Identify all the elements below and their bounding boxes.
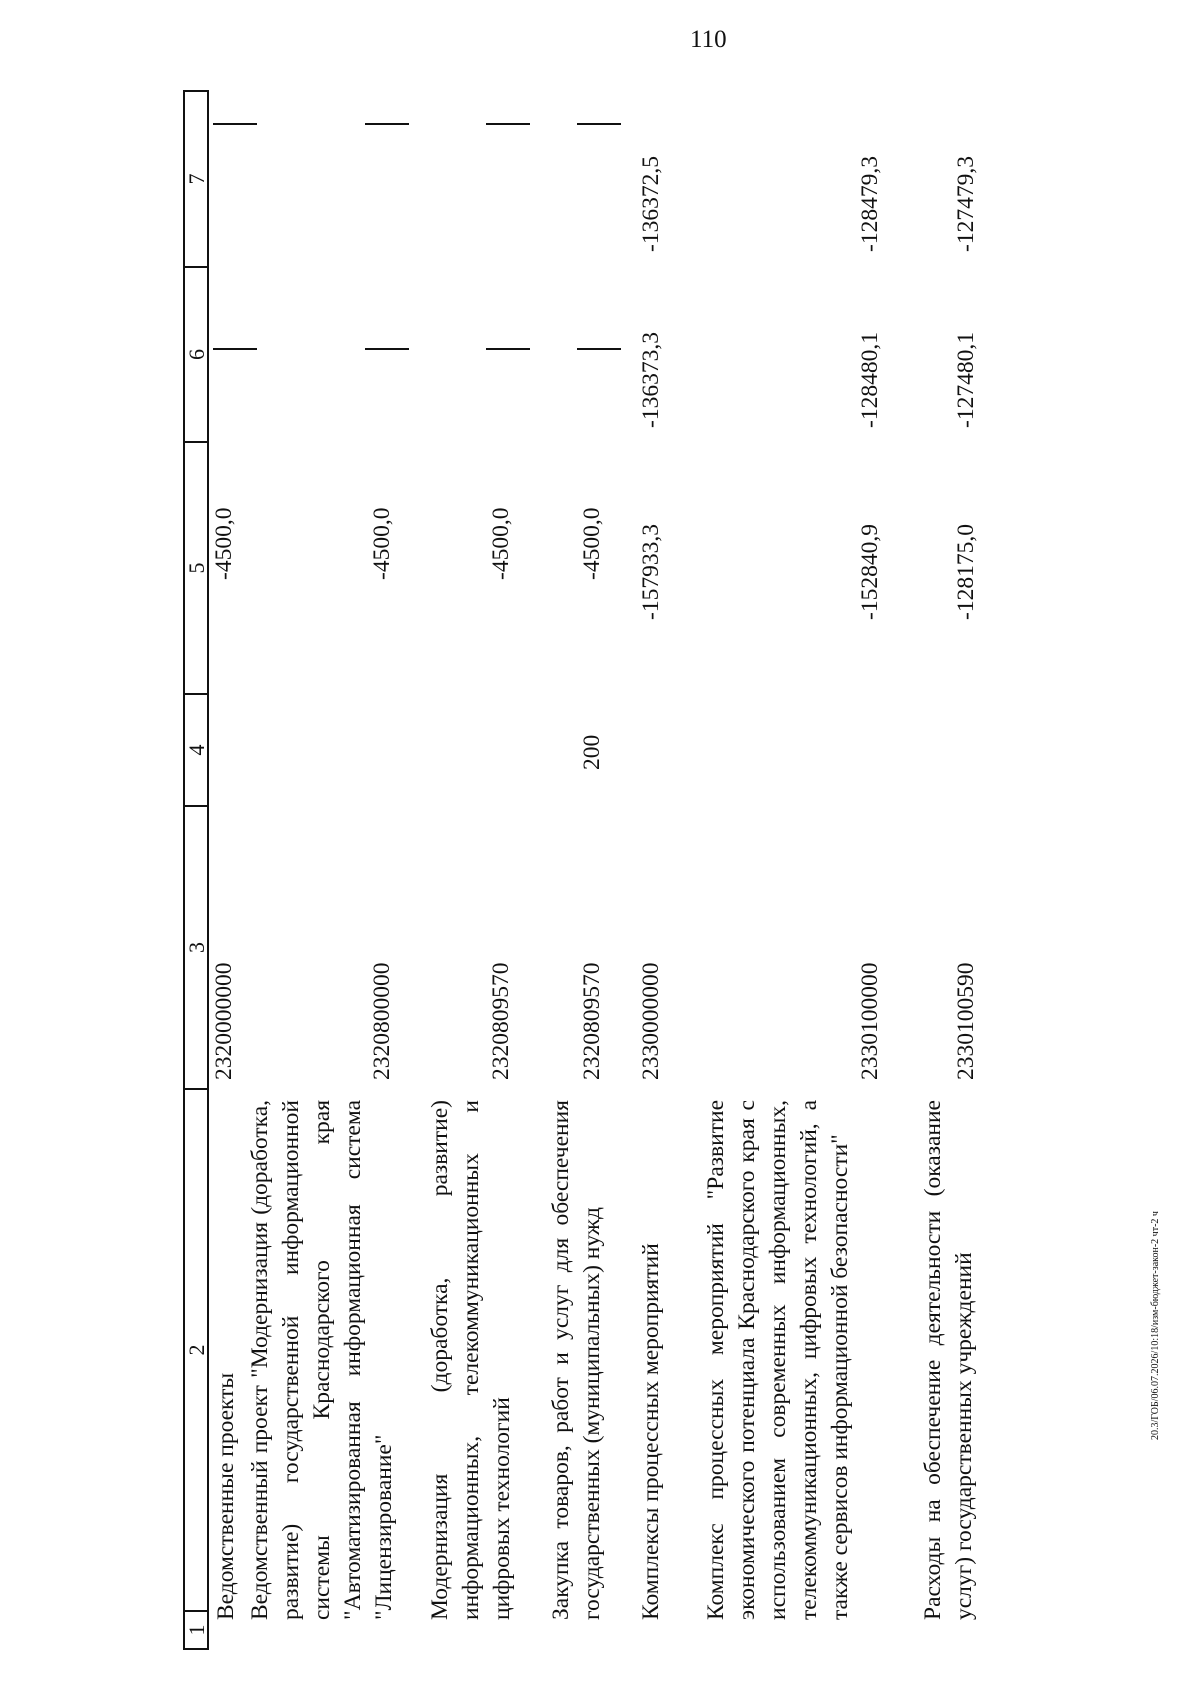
row-col5: -4500,0: [369, 507, 395, 580]
row-col5: -157933,3: [638, 524, 664, 620]
row-code: 2330100590: [953, 962, 979, 1080]
row-col6-dash: [486, 348, 530, 350]
row-col7-dash: [213, 123, 257, 125]
row-code: 2320800000: [369, 962, 395, 1080]
row-code: 2330000000: [638, 962, 664, 1080]
row-col5: -4500,0: [211, 507, 237, 580]
row-code: 2320000000: [211, 962, 237, 1080]
row-col6-dash: [213, 348, 257, 350]
row-col7-dash: [365, 123, 409, 125]
row-col6: -127480,1: [953, 332, 979, 428]
row-code: 2320809570: [579, 962, 605, 1080]
budget-table: [183, 90, 1083, 1650]
header-col-1: 1: [185, 1610, 207, 1648]
row-col7: -127479,3: [953, 156, 979, 252]
row-col6-dash: [365, 348, 409, 350]
row-name: Расходы на обеспечение деятельности (оказание услуг) государственных учреждений: [920, 1100, 977, 1620]
row-col6: -136373,3: [638, 332, 664, 428]
footer-code: 20.3/ГОБ/06.07.2026/10:18/изм-бюджет-закон-2 чт-2 ч: [1150, 1211, 1161, 1440]
header-col-2: 2: [185, 1088, 207, 1610]
row-name: Закупка товаров, работ и услуг для обеспечения государственных (муниципальных) нужд: [548, 1100, 605, 1620]
table-header-row: [183, 90, 209, 1650]
row-col5: -4500,0: [488, 507, 514, 580]
row-col7-dash: [486, 123, 530, 125]
row-name: Комплекс процессных мероприятий "Развитие экономического потенциала Краснодарского края с использованием современных информационных, телекоммуникационных, цифровых технологий, а также сервисов информационной безопасности": [703, 1100, 853, 1620]
header-col-5: 5: [185, 441, 207, 693]
row-code: 2320809570: [488, 962, 514, 1080]
row-col6: -128480,1: [857, 332, 883, 428]
row-name: Ведомственный проект "Модернизация (доработка, развитие) государственной информационной системы Краснодарского края "Автоматизированная информационная система "Лицензирование": [247, 1100, 397, 1620]
row-name: Ведомственные проекты: [213, 1372, 239, 1620]
row-name: Модернизация (доработка, развитие) информационных, телекоммуникационных и цифровых технологий: [427, 1100, 515, 1620]
header-col-6: 6: [185, 266, 207, 441]
row-col5: -128175,0: [953, 524, 979, 620]
row-col7: -128479,3: [857, 156, 883, 252]
row-col5: -152840,9: [857, 524, 883, 620]
page-number: 110: [690, 26, 727, 53]
header-col-4: 4: [185, 693, 207, 805]
row-name: Комплексы процессных мероприятий: [638, 1243, 664, 1620]
row-col5: -4500,0: [579, 507, 605, 580]
header-col-7: 7: [184, 173, 209, 185]
row-col7: -136372,5: [638, 156, 664, 252]
row-type: 200: [579, 734, 605, 770]
row-col7-dash: [577, 123, 621, 125]
row-col6-dash: [577, 348, 621, 350]
row-code: 2330100000: [857, 962, 883, 1080]
header-col-3: 3: [185, 805, 207, 1088]
